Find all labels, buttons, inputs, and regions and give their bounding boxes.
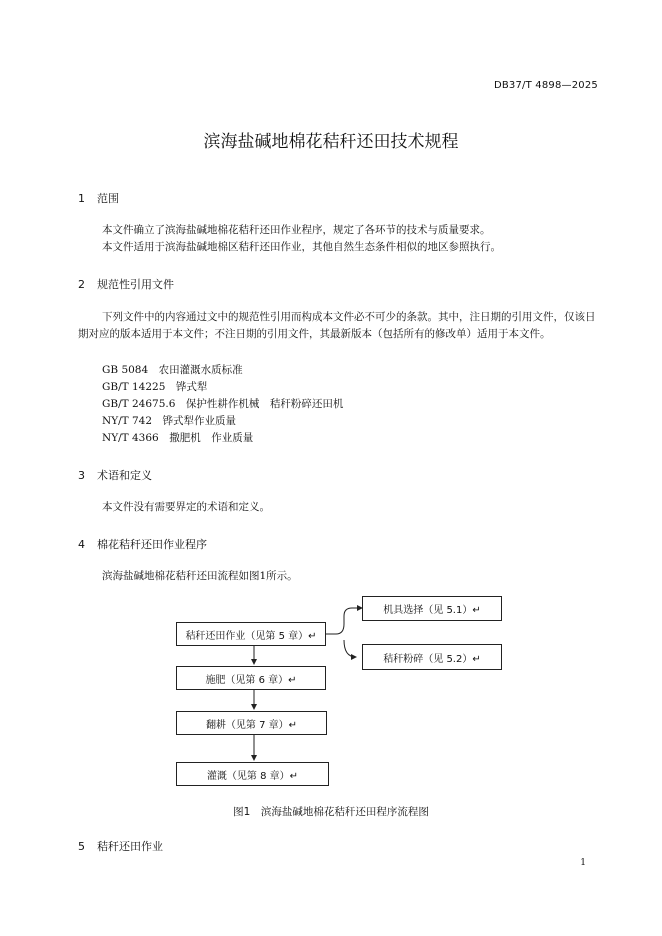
scope-paragraph-1: 本文件确立了滨海盐碱地棉花秸秆还田作业程序，规定了各环节的技术与质量要求。 <box>102 224 491 236</box>
section-number: 1 <box>78 192 85 205</box>
document-code: DB37/T 4898—2025 <box>493 80 598 91</box>
document-title: 滨海盐碱地棉花秸秆还田技术规程 <box>203 132 459 152</box>
flow-box-straw-return <box>176 622 326 646</box>
flow-box-straw-crushing <box>362 644 502 670</box>
procedure-paragraph: 滨海盐碱地棉花秸秆还田流程如图1所示。 <box>102 570 298 582</box>
section-heading-3 <box>78 467 152 483</box>
reference-item: NY/T 742 铧式犁作业质量 <box>102 415 237 427</box>
section-heading-2 <box>78 276 174 292</box>
section-heading-1 <box>78 190 119 206</box>
figure-caption: 图1 滨海盐碱地棉花秸秆还田程序流程图 <box>233 806 429 818</box>
flow-box-label: 机具选择（见 5.1）↵ <box>383 605 481 616</box>
reference-item: GB/T 14225 铧式犁 <box>102 381 208 393</box>
flow-box-label: 秸秆还田作业（见第 5 章）↵ <box>185 630 317 642</box>
flow-box-fertilization <box>176 666 326 690</box>
section-number: 4 <box>78 538 85 551</box>
flow-box-machine-selection <box>362 596 502 621</box>
references-intro-paragraph: 下列文件中的内容通过文中的规范性引用而构成本文件必不可少的条款。其中，注日期的引用文件，仅该日期对应的版本适用于本文件；不注日期的引用文件，其最新版本（包括所有的修改单）适用于本文件。 <box>78 311 596 340</box>
flow-box-label: 施肥（见第 6 章）↵ <box>205 674 297 686</box>
page-number: 1 <box>580 858 586 868</box>
reference-item: GB 5084 农田灌溉水质标准 <box>102 364 243 376</box>
flow-box-plowing <box>176 711 327 735</box>
section-heading-5 <box>78 838 163 854</box>
terms-paragraph: 本文件没有需要界定的术语和定义。 <box>102 501 270 513</box>
section-title: 术语和定义 <box>97 469 152 482</box>
section-title: 范围 <box>97 192 119 205</box>
section-number: 2 <box>78 278 85 291</box>
section-number: 5 <box>78 840 85 853</box>
scope-paragraph-2: 本文件适用于滨海盐碱地棉区秸秆还田作业，其他自然生态条件相似的地区参照执行。 <box>102 241 501 253</box>
flow-box-label: 灌溉（见第 8 章）↵ <box>206 770 299 782</box>
flow-box-label: 翻耕（见第 7 章）↵ <box>205 719 298 731</box>
section-heading-4 <box>78 536 207 552</box>
flow-box-label: 秸秆粉碎（见 5.2）↵ <box>383 653 481 665</box>
section-number: 3 <box>78 469 85 482</box>
section-title: 规范性引用文件 <box>97 278 174 291</box>
section-title: 棉花秸秆还田作业程序 <box>97 538 207 551</box>
reference-item: NY/T 4366 撒肥机 作业质量 <box>102 432 254 444</box>
reference-item: GB/T 24675.6 保护性耕作机械 秸秆粉碎还田机 <box>102 398 344 410</box>
section-title: 秸秆还田作业 <box>97 840 163 853</box>
flow-box-irrigation <box>176 762 329 786</box>
